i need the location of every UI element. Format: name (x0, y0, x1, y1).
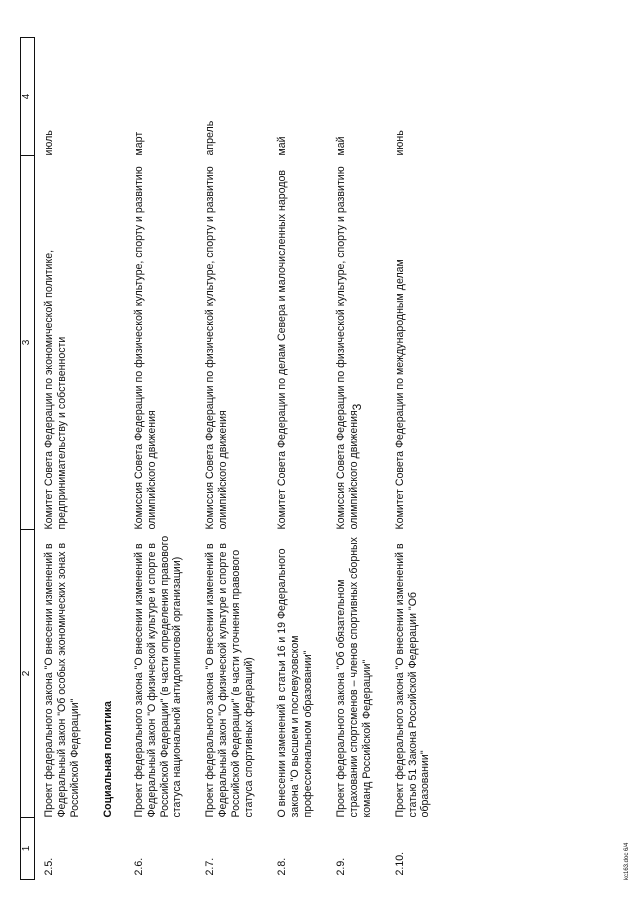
table-row (35, 38, 96, 880)
column-header-number: 1 (21, 818, 35, 880)
section-heading: Социальная политика (101, 701, 114, 818)
row-number: 2.5. (43, 857, 55, 876)
row-title: Проект федерального закона "О внесении изменений в Федеральный закон "О физической культуре и спорте в Российской Федерации" (в части определения правового статуса национальной антидопинговой организации) (132, 535, 184, 818)
row-term: июль (43, 130, 55, 156)
row-number: 2.7. (204, 857, 217, 876)
row-term: июнь (393, 130, 406, 156)
row-number: 2.6. (132, 857, 145, 876)
table-row (270, 38, 329, 880)
row-responsible: Комиссия Совета Федерации по физической культуре, спорту и развитию олимпийского движения (132, 166, 158, 530)
file-stamp: kc163.doc 6/4 (624, 842, 630, 880)
row-title: Проект федерального закона "О внесении изменений в Федеральный закон "О физической культуре и спорте в Российской Федерации" (в части уточнения правового статуса спортивных федераций) (204, 542, 256, 818)
row-responsible: Комиссия Совета Федерации по физической культуре, спорту и развитию олимпийского движения (204, 166, 230, 530)
section-row (96, 38, 127, 880)
row-term: март (132, 131, 145, 156)
row-responsible: Комитет Совета Федерации по делам Севера и малочисленных народов (276, 169, 289, 530)
row-title: О внесении изменений в статьи 16 и 19 Федерального закона "О высшем и послевузовском профессиональном образовании" (276, 548, 314, 818)
row-responsible: Комиссия Совета Федерации по физической культуре, спорту и развитию олимпийского движения (334, 166, 360, 530)
table-row (388, 38, 447, 880)
row-number: 2.10. (393, 851, 406, 876)
table-row (198, 38, 270, 880)
row-number: 2.8. (276, 857, 289, 876)
column-header-term: 4 (21, 38, 35, 156)
rotated-document (20, 20, 630, 880)
column-header-title: 2 (21, 530, 35, 818)
row-term: апрель (204, 120, 217, 156)
row-term: май (276, 136, 289, 156)
row-title: Проект федерального закона "О внесении изменений в Федеральный закон "Об особых экономических зонах в Российской Федерации" (43, 542, 81, 818)
page-number: 3 (350, 403, 364, 411)
row-title: Проект федерального закона "Об обязательном страховании спортсменов – членов спортивных сборных команд Российской Федерации" (334, 537, 373, 818)
row-number: 2.9. (334, 857, 347, 876)
table-header-row (21, 38, 35, 880)
row-responsible: Комитет Совета Федерации по экономической политике, предпринимательству и собственности (43, 249, 68, 530)
column-header-responsible: 3 (21, 156, 35, 530)
row-responsible: Комитет Совета Федерации по международным делам (393, 259, 406, 530)
table-row (127, 38, 199, 880)
table-row (329, 38, 388, 880)
row-title: Проект федерального закона "О внесении изменений в статью 51 Закона Российской Федерации "Об образовании" (393, 543, 432, 818)
plan-table (20, 37, 446, 880)
row-term: май (334, 136, 347, 156)
